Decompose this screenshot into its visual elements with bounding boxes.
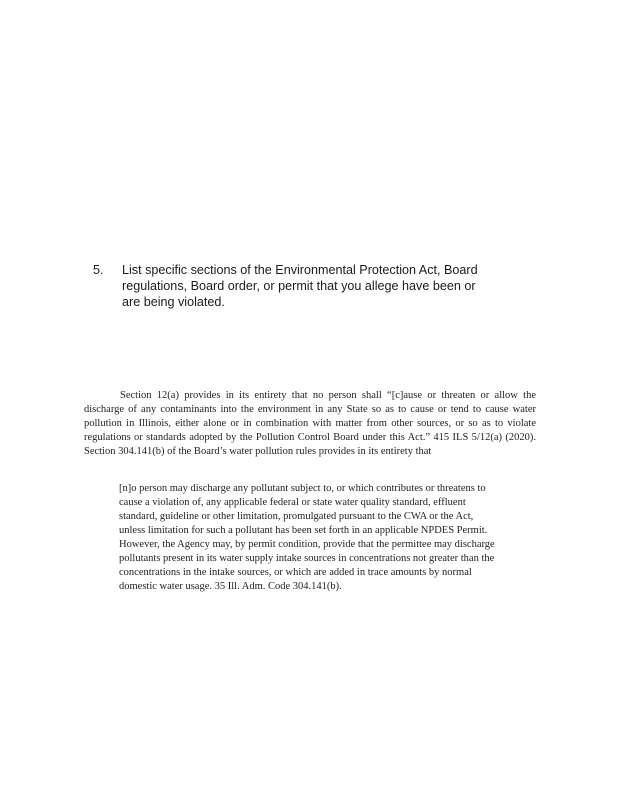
question-number: 5.	[93, 263, 104, 277]
block-quote: [n]o person may discharge any pollutant subject to, or which contributes or threatens to cause a violation of, any applicable federal or state water quality standard, effluent standard, guideline or other limitation, promulgated pursuant to the CWA or the Act, unless limitation for such a pollutant has been set forth in an applicable NPDES Permit. However, the Agency may, by permit condition, provide that the permittee may discharge pollutants present in its water supply intake sources in concentrations not greater than the concentrations in the intake sources, or which are added in trace amounts by normal domestic water usage. 35 Ill. Adm. Code 304.141(b).	[119, 483, 495, 592]
question-item	[93, 262, 493, 310]
body-paragraph	[84, 389, 536, 459]
body-paragraph-text: Section 12(a) provides in its entirety that no person shall “[c]ause or threaten or allow the discharge of any contaminants into the environment in any State so as to cause or tend to cause water pollution in Illinois, either alone or in combination with matter from other sources, or so as to violate regulations or standards adopted by the Pollution Control Board under this Act.” 415 ILS 5/12(a) (2020). Section 304.141(b) of the Board’s water pollution rules provides in its entirety that	[84, 390, 536, 457]
question-text: List specific sections of the Environmental Protection Act, Board regulations, Board order, or permit that you allege have been or are being violated.	[122, 263, 478, 309]
